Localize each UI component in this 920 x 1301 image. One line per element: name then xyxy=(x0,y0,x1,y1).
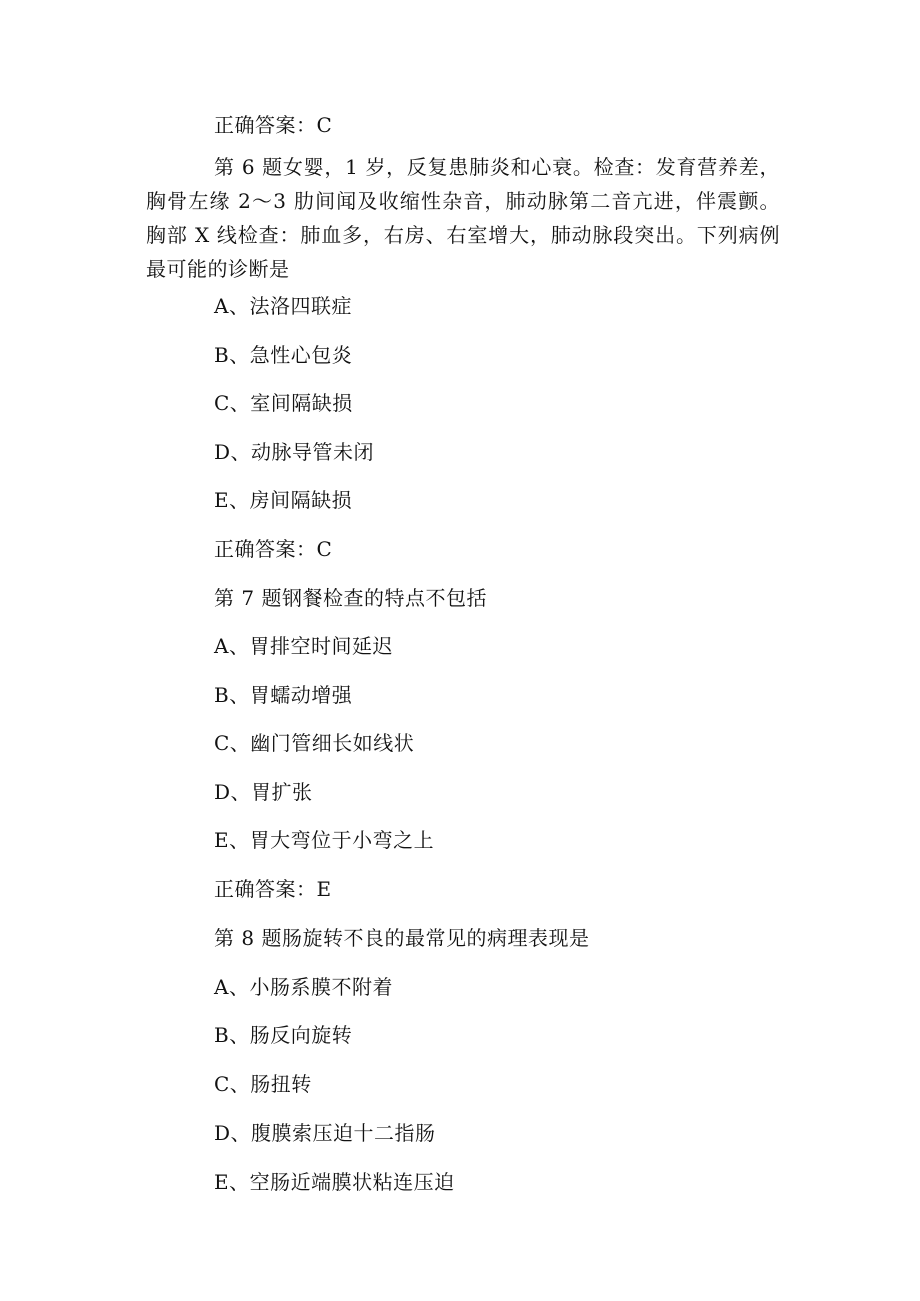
q8-option-a: A、小肠系膜不附着 xyxy=(214,975,393,999)
q7-option-a: A、胃排空时间延迟 xyxy=(214,634,393,658)
q8-option-c: C、肠扭转 xyxy=(214,1072,312,1096)
question-6-stem: 第 6 题女婴，1 岁，反复患肺炎和心衰。检查：发育营养差，胸骨左缘 2～3 肋间闻及收缩性杂音，肺动脉第二音亢进，伴震颤。胸部 X 线检查：肺血多，右房、右室增大，肺动脉段突出。下列病例最可能的诊断是 xyxy=(146,155,780,281)
q7-option-c: C、幽门管细长如线状 xyxy=(214,731,415,755)
q6-option-c: C、室间隔缺损 xyxy=(214,391,353,415)
q6-option-e: E、房间隔缺损 xyxy=(214,488,353,512)
answer-line-q6: 正确答案：C xyxy=(214,537,333,561)
q8-option-e: E、空肠近端膜状粘连压迫 xyxy=(214,1170,455,1194)
q8-option-d: D、腹膜索压迫十二指肠 xyxy=(214,1121,436,1145)
q8-option-b: B、肠反向旋转 xyxy=(214,1023,353,1047)
q7-option-e: E、胃大弯位于小弯之上 xyxy=(214,828,435,852)
q6-option-a: A、法洛四联症 xyxy=(214,294,352,318)
q7-option-b: B、胃蠕动增强 xyxy=(214,683,353,707)
answer-line-q5: 正确答案：C xyxy=(214,113,333,137)
question-7-stem: 第 7 题钢餐检查的特点不包括 xyxy=(214,586,487,610)
answer-line-q7: 正确答案：E xyxy=(214,877,332,901)
q7-option-d: D、胃扩张 xyxy=(214,780,313,804)
q6-option-b: B、急性心包炎 xyxy=(214,343,353,367)
question-8-stem: 第 8 题肠旋转不良的最常见的病理表现是 xyxy=(214,926,590,950)
q6-option-d: D、动脉导管未闭 xyxy=(214,440,375,464)
